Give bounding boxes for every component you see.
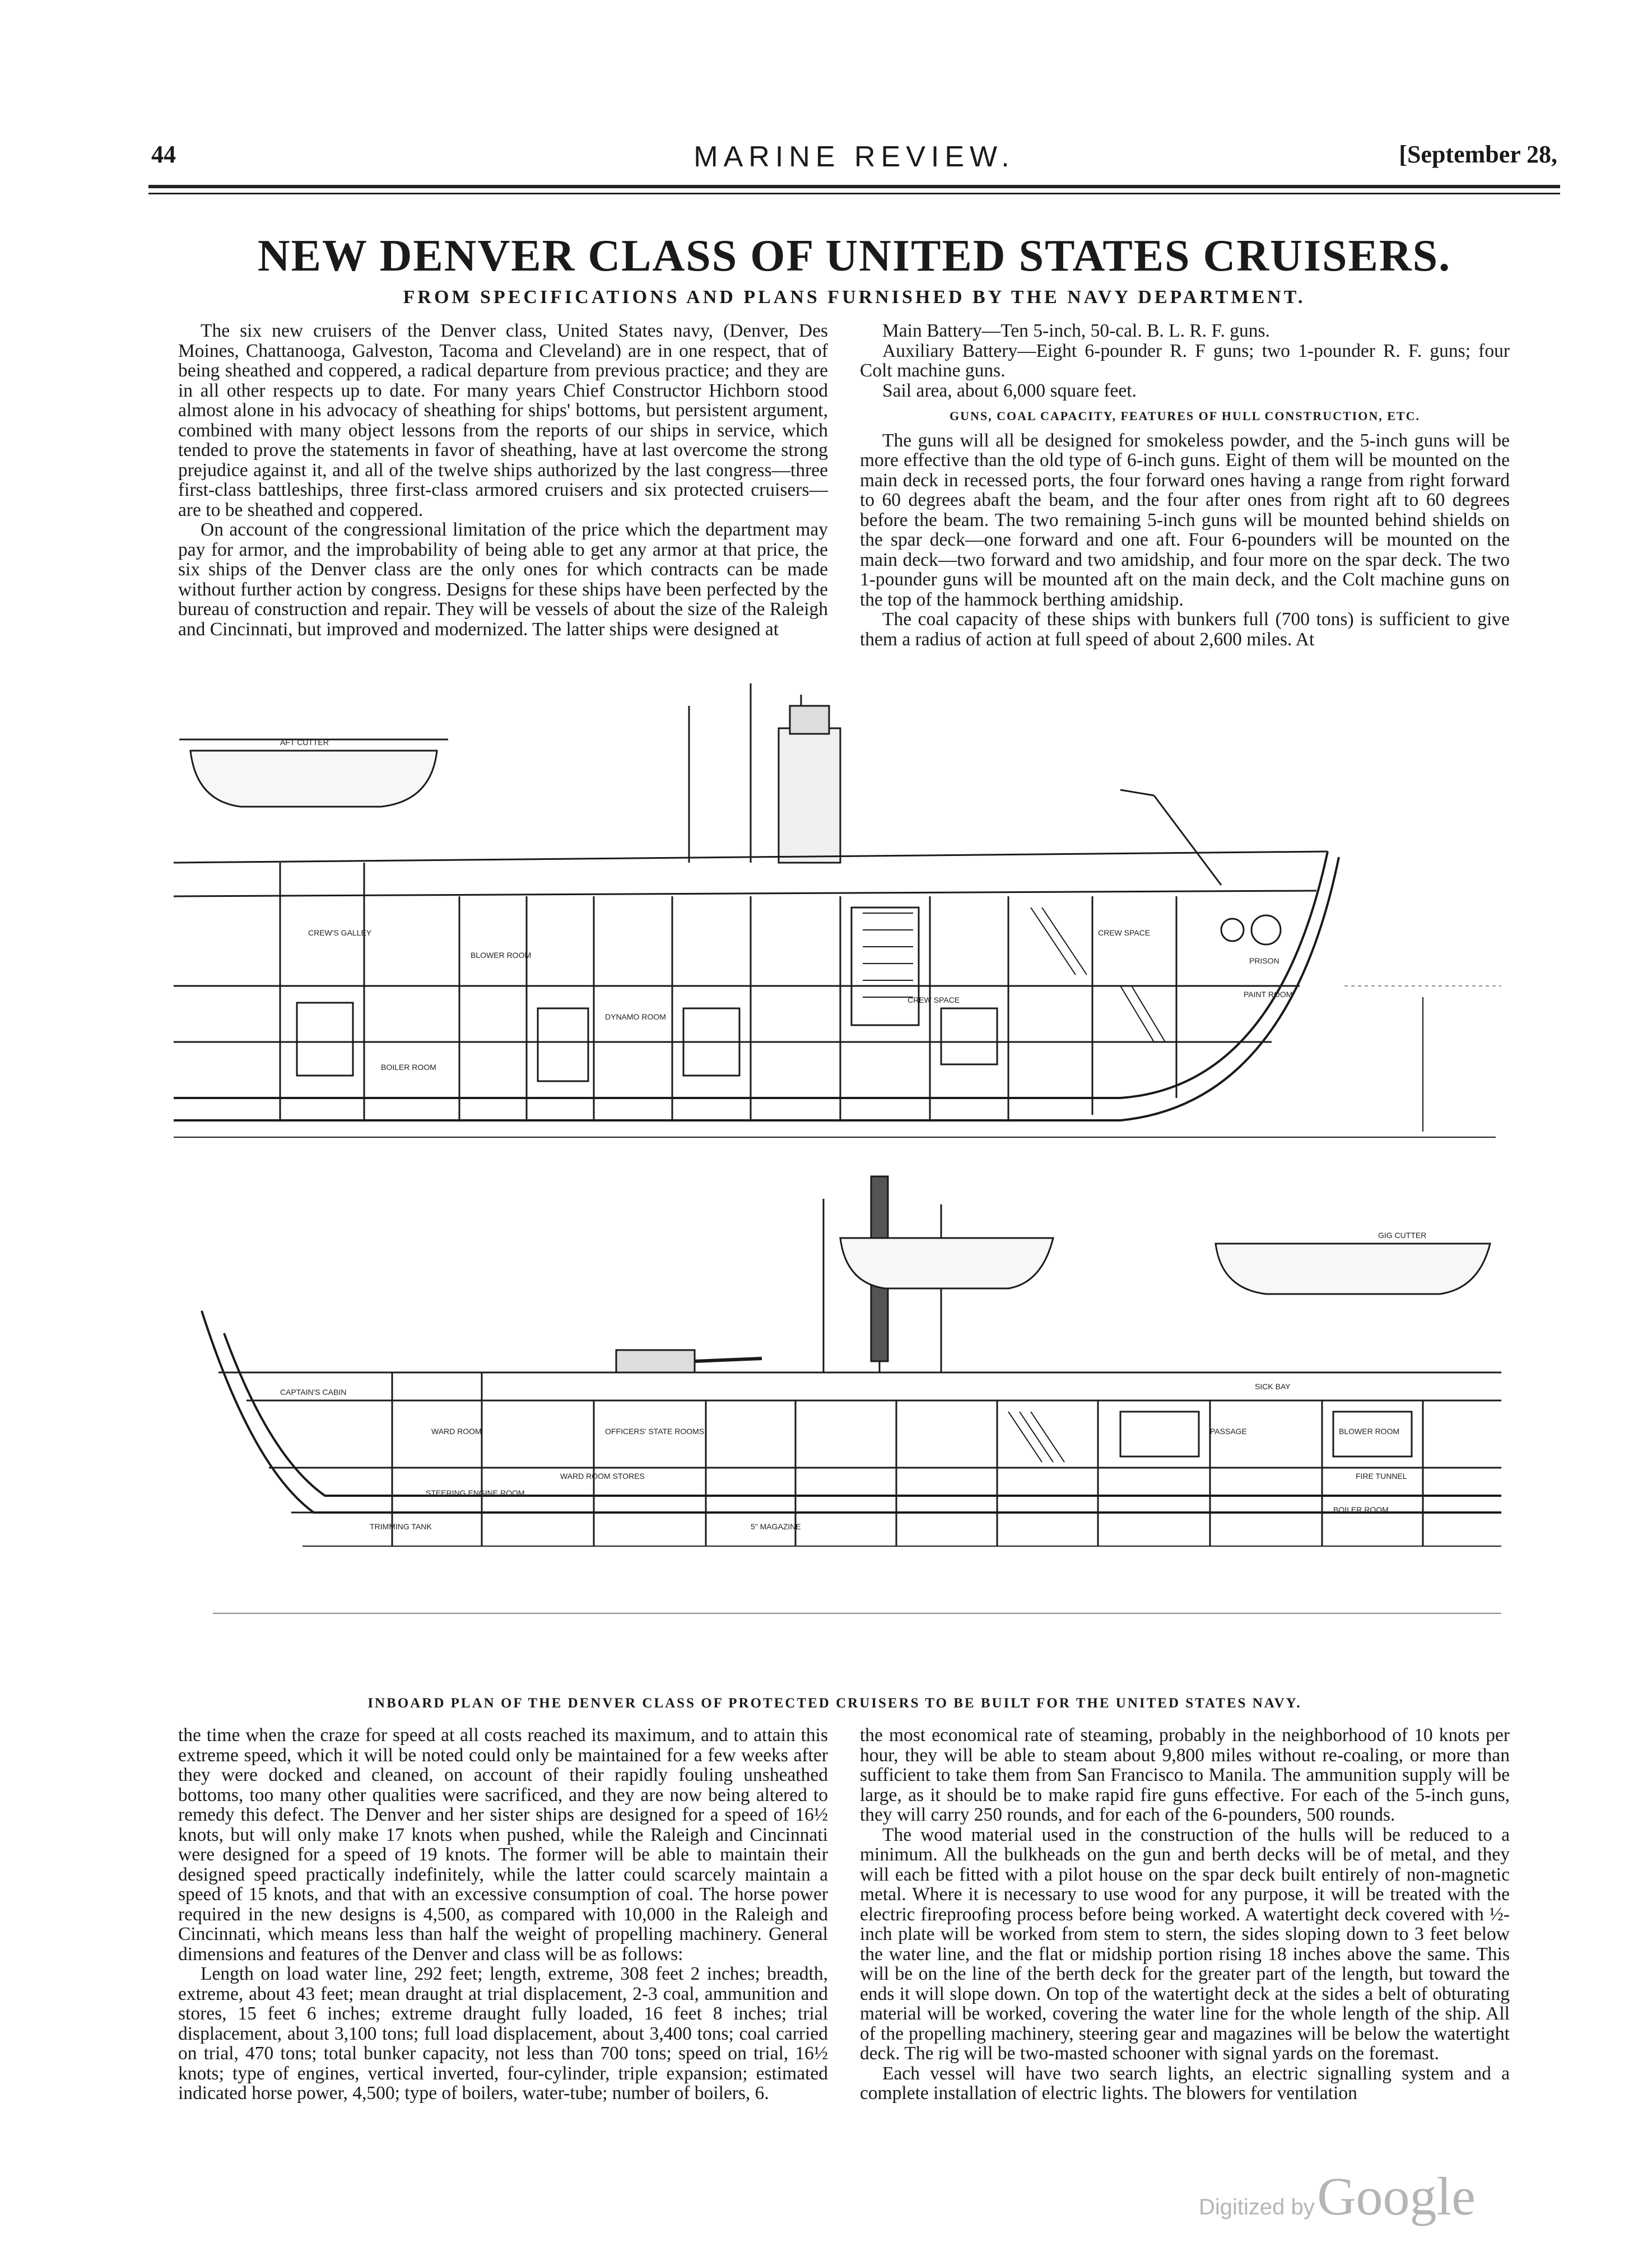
figure-label: GIG CUTTER	[1378, 1231, 1427, 1240]
figure-label: STEERING ENGINE ROOM	[426, 1488, 525, 1497]
figure-label: OFFICERS' STATE ROOMS	[605, 1427, 705, 1436]
figure-label: PRISON	[1249, 956, 1279, 965]
specification-line: Auxiliary Battery—Eight 6-pounder R. F guns; two 1-pounder R. F. guns; four Colt machine guns.	[860, 340, 1510, 381]
paragraph: On account of the congressional limitation of the price which the department may pay for armor, and the improbability of being able to get any armor at that price, the six ships of the Denver class are the only ones for which contracts can be made without further action by congress. Designs for these ships have been perfected by the bureau of construction and repair. They will be vessels of about the size of the Raleigh and Cincinnati, but improved and modernized. The latter ships were designed at	[178, 519, 828, 640]
figure-label: WARD ROOM	[431, 1427, 482, 1436]
column-bottom-right	[860, 1725, 1510, 2104]
article-title: NEW DENVER CLASS OF UNITED STATES CRUISERS.	[257, 231, 1451, 281]
paragraph: Each vessel will have two search lights, an electric signalling system and a complete installation of electric lights. The blowers for ventilation	[860, 2063, 1510, 2104]
header-rule-thin	[148, 193, 1560, 194]
paragraph: The coal capacity of these ships with bunkers full (700 tons) is sufficient to give them a radius of action at full speed of about 2,600 miles. At	[860, 609, 1510, 650]
header-rule	[148, 185, 1560, 188]
paragraph: The six new cruisers of the Denver class, United States navy, (Denver, Des Moines, Chattanooga, Galveston, Tacoma and Cleveland) are in one respect, that of being sheathed and coppered, a radical departure from previous practice; and they are in all other respects up to date. For many years Chief Constructor Hichborn stood almost alone in his advocacy of sheathing for ships' bottoms, but persistent argument, combined with many object lessons from the reports of our ships in service, which tended to prove the statements in favor of sheathing, have at last overcome the strong prejudice against it, and all of the twelve ships authorized by the last congress—three first-class battleships, three first-class armored cruisers and six protected cruisers—are to be sheathed and coppered.	[178, 320, 828, 520]
page-number: 44	[151, 141, 176, 168]
column-top-right	[860, 321, 1510, 649]
figure-label: PAINT ROOM	[1244, 990, 1293, 999]
running-header	[151, 140, 1557, 179]
paragraph: the most economical rate of steaming, probably in the neighborhood of 10 knots per hour, they will be able to steam about 9,800 miles without re-coaling, or more than sufficient to take them from San Francisco to Manila. The ammunition supply will be large, as it should be to make rapid fire guns effective. For each of the 5-inch guns, they will carry 250 rounds, and for each of the 6-pounders, 500 rounds.	[860, 1725, 1510, 1825]
figure-label: DYNAMO ROOM	[605, 1012, 666, 1021]
figure-label: BLOWER ROOM	[1339, 1427, 1400, 1436]
figure-label: CREW'S GALLEY	[308, 928, 372, 937]
figure-label: SICK BAY	[1255, 1382, 1291, 1391]
figure-label: BLOWER ROOM	[471, 951, 532, 960]
figure-label: TRIMMING TANK	[370, 1522, 432, 1531]
figure-label: AFT CUTTER	[280, 738, 329, 747]
paragraph: the time when the craze for speed at all costs reached its maximum, and to attain this extreme speed, which it will be noted could only be maintained for a few weeks after they were docked and cleaned, on account of their rapidly fouling unsheathed bottoms, too many other qualities were sacrificed, and they are now being altered to remedy this defect. The Denver and her sister ships are designed for a speed of 16½ knots, but will only make 17 knots when pushed, while the Raleigh and Cincinnati were designed for a speed of 19 knots. The former will be able to maintain their designed speed practically indefinitely, while the latter could scarcely maintain a speed of 15 knots, and that with an excessive consumption of coal. The horse power required in the new designs is 4,500, as compared with 10,000 in the Raleigh and Cincinnati, which means less than half the weight of propelling machinery. General dimensions and features of the Denver and class will be as follows:	[178, 1725, 828, 1965]
inboard-plan-drawing	[168, 672, 1507, 1681]
digitized-watermark	[1199, 2165, 1476, 2227]
figure-label: PASSAGE	[1210, 1427, 1247, 1436]
paragraph: The guns will all be designed for smokeless powder, and the 5-inch guns will be more effective than the old type of 6-inch guns. Eight of them will be mounted on the main deck in recessed ports, the four forward ones having a range from right forward to 60 degrees abaft the beam, and the four after ones from right aft to 60 degrees before the beam. The two remaining 5-inch guns will be mounted behind shields on the spar deck—one forward and one aft. Four 6-pounders will be mounted on the main deck—two forward and two amidship, and four more on the spar deck. The two 1-pounder guns will be mounted aft on the main deck, and the Colt machine guns on the top of the hammock berthing amidship.	[860, 430, 1510, 610]
watermark-text: Digitized by	[1199, 2195, 1315, 2219]
figure-label: BOILER ROOM	[381, 1063, 436, 1072]
specification-line: Sail area, about 6,000 square feet.	[882, 380, 1137, 401]
figure-label: WARD ROOM STORES	[560, 1472, 645, 1481]
figure-label: CREW SPACE	[908, 995, 960, 1004]
specification-line: Main Battery—Ten 5-inch, 50-cal. B. L. R. F. guns.	[882, 320, 1270, 341]
figure-label: CAPTAIN'S CABIN	[280, 1388, 347, 1397]
figure-label: BOILER ROOM	[1333, 1505, 1389, 1514]
column-bottom-left	[178, 1725, 828, 2104]
section-heading: GUNS, COAL CAPACITY, FEATURES OF HULL CONSTRUCTION, ETC.	[950, 409, 1420, 423]
paragraph: The wood material used in the construction of the hulls will be reduced to a minimum. All the bulkheads on the gun and berth decks will be of metal, and they will each be fitted with a pilot house on the spar deck built entirely of non-magnetic metal. Where it is necessary to use wood for any purpose, it will be treated with the electric fireproofing process before being worked. A watertight deck covered with ½-inch plate will be worked from stem to stern, the sides sloping down to 3 feet below the water line, and the flat or midship portion rising 18 inches above the same. This will be on the line of the berth deck for the greater part of the length, but toward the ends it will slope down. On top of the watertight deck at the sides a belt of obturating material will be worked, covering the water line for the whole length of the ship. All of the propelling machinery, steering gear and magazines will be below the watertight deck. The rig will be two-masted schooner with signal yards on the foremast.	[860, 1824, 1510, 2064]
figure-label: FIRE TUNNEL	[1356, 1472, 1407, 1481]
google-logo: Google	[1317, 2166, 1476, 2226]
article-subtitle: FROM SPECIFICATIONS AND PLANS FURNISHED BY THE NAVY DEPARTMENT.	[403, 287, 1306, 308]
paragraph: Length on load water line, 292 feet; length, extreme, 308 feet 2 inches; breadth, extreme, about 43 feet; mean draught at trial displacement, 2-3 coal, ammunition and stores, 15 feet 6 inches; extreme draught fully loaded, 16 feet 8 inches; trial displacement, about 3,100 tons; full load displacement, about 3,400 tons; coal carried on trial, 470 tons; total bunker capacity, not less than 700 tons; speed on trial, 16½ knots; type of engines, vertical inverted, four-cylinder, triple expansion; estimated indicated horse power, 4,500; type of boilers, water-tube; number of boilers, 6.	[178, 1963, 828, 2104]
figure-caption: INBOARD PLAN OF THE DENVER CLASS OF PROTECTED CRUISERS TO BE BUILT FOR THE UNITED STATES NAVY.	[367, 1696, 1302, 1711]
column-top-left	[178, 321, 828, 639]
issue-date: [September 28,	[1399, 141, 1557, 168]
figure-label: 5" MAGAZINE	[751, 1522, 801, 1531]
figure-label: CREW SPACE	[1098, 928, 1151, 937]
running-title: MARINE REVIEW.	[694, 141, 1015, 173]
